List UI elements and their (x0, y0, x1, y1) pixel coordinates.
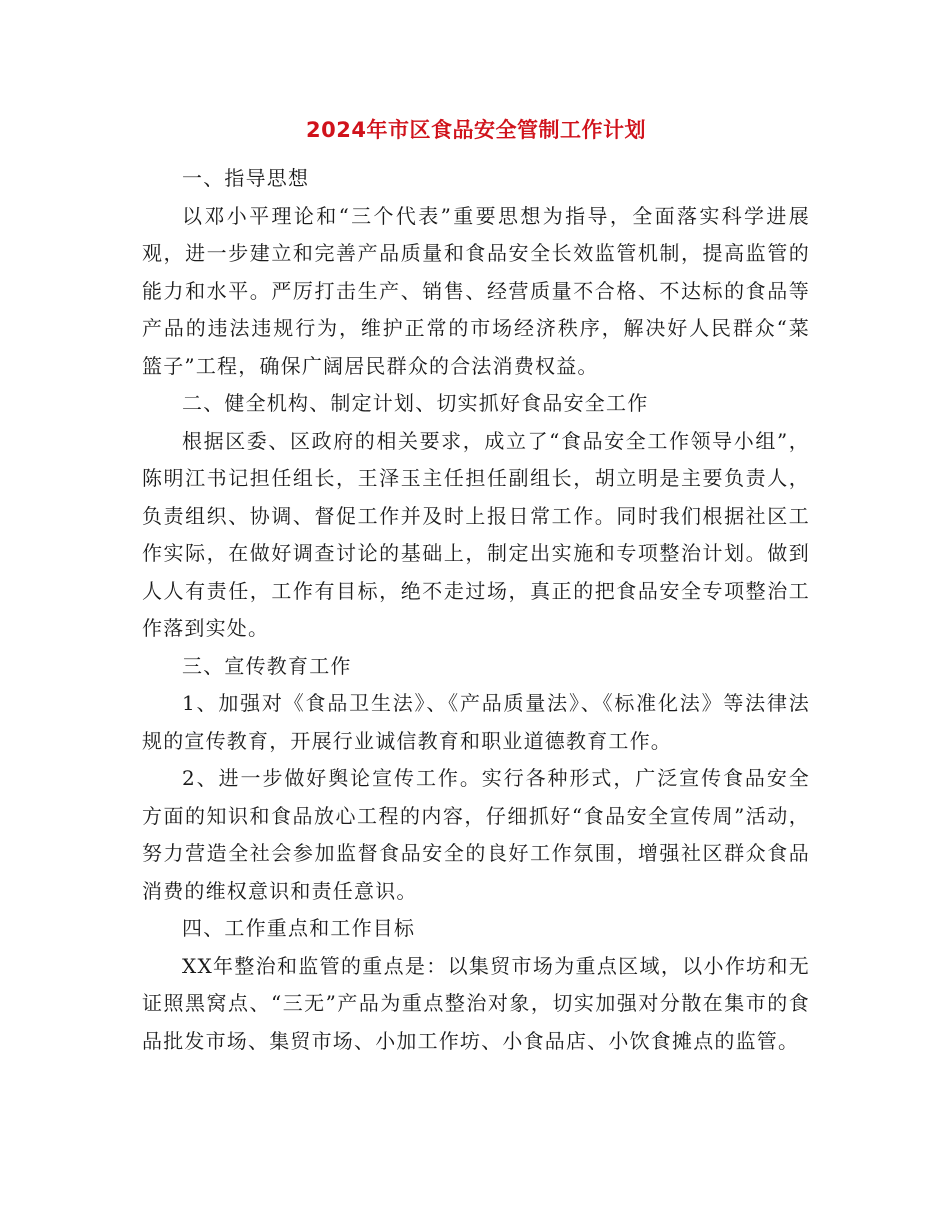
section-heading-3: 三、宣传教育工作 (182, 653, 352, 678)
paragraph-key-points: XX年整治和监管的重点是：以集贸市场为重点区域，以小作坊和无证照黑窝点、“三无”产品为重点整治对象，切实加强对分散在集市的食品批发市场、集贸市场、小加工作坊、小食品店、小饮食摊点的监管。 (142, 953, 810, 1053)
paragraph-guiding-ideology: 以邓小平理论和“三个代表”重要思想为指导，全面落实科学进展观，进一步建立和完善产品质量和食品安全长效监管机制，提高监管的能力和水平。严厉打击生产、销售、经营质量不合格、不达标的食品等产品的违法违规行为，维护正常的市场经济秩序，解决好人民群众“菜篮子”工程，确保广阔居民群众的合法消费权益。 (142, 203, 810, 378)
section-heading-1: 一、指导思想 (182, 166, 310, 190)
document-title: 2024年市区食品安全管制工作计划 (306, 118, 646, 142)
section-heading-2: 二、健全机构、制定计划、切实抓好食品安全工作 (182, 391, 649, 415)
document-body (142, 112, 810, 1060)
section-heading-4: 四、工作重点和工作目标 (182, 916, 416, 940)
paragraph-publicity-2: 2、进一步做好舆论宣传工作。实行各种形式，广泛宣传食品安全方面的知识和食品放心工程的内容，仔细抓好“食品安全宣传周”活动，努力营造全社会参加监督食品安全的良好工作氛围，增强社区群众食品消费的维权意识和责任意识。 (142, 766, 810, 903)
paragraph-organization: 根据区委、区政府的相关要求，成立了“食品安全工作领导小组”，陈明江书记担任组长，王泽玉主任担任副组长，胡立明是主要负责人，负责组织、协调、督促工作并及时上报日常工作。同时我们根据社区工作实际，在做好调查讨论的基础上，制定出实施和专项整治计划。做到人人有责任，工作有目标，绝不走过场，真正的把食品安全专项整治工作落到实处。 (142, 428, 810, 640)
paragraph-publicity-1: 1、加强对《食品卫生法》、《产品质量法》、《标准化法》等法律法规的宣传教育，开展行业诚信教育和职业道德教育工作。 (142, 691, 810, 753)
